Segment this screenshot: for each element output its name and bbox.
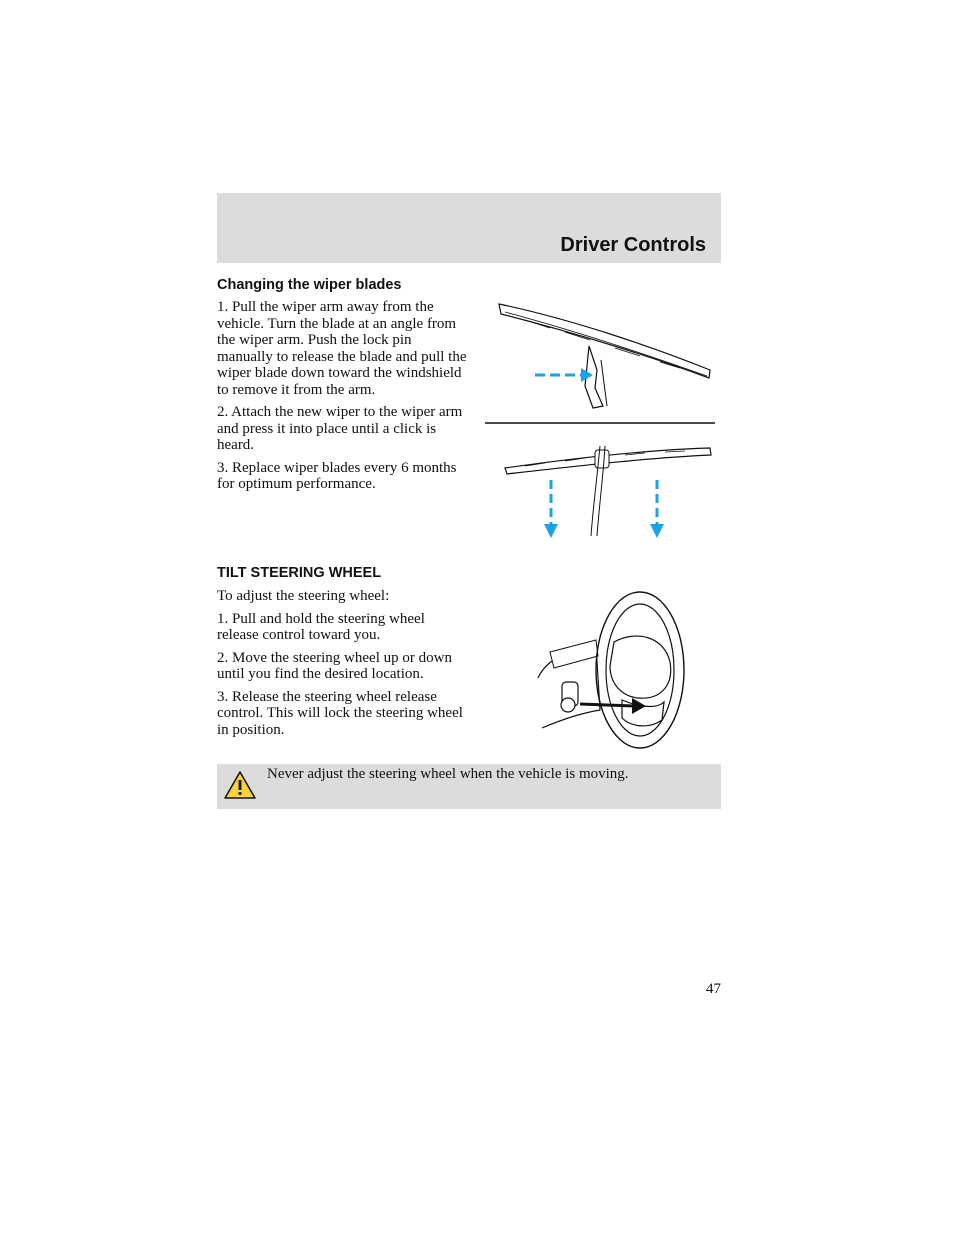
tilt-heading: TILT STEERING WHEEL <box>217 565 382 581</box>
wiper-step-3: 3. Replace wiper blades every 6 months for optimum performance. <box>217 459 457 492</box>
wiper-section <box>217 277 469 499</box>
wiper-step-2: 2. Attach the new wiper to the wiper arm and press it into place until a click is heard. <box>217 404 463 453</box>
header-band <box>217 193 721 263</box>
steering-wheel-illustration <box>536 590 688 756</box>
section-title: Driver Controls <box>560 234 706 256</box>
tilt-step-3: 3. Release the steering wheel release control. This will lock the steering wheel in position. <box>217 688 463 738</box>
tilt-step-2: 2. Move the steering wheel up or down until you find the desired location. <box>217 649 452 682</box>
page-number: 47 <box>706 981 721 997</box>
tilt-step-1: 1. Pull and hold the steering wheel release control toward you. <box>217 610 425 643</box>
warning-box <box>217 764 721 809</box>
warning-text: Never adjust the steering wheel when the vehicle is moving. <box>267 766 629 782</box>
wiper-heading: Changing the wiper blades <box>217 277 402 293</box>
tilt-intro: To adjust the steering wheel: <box>217 588 390 604</box>
wiper-blade-illustration <box>485 298 717 538</box>
wiper-step-1: 1. Pull the wiper arm away from the vehicle. Turn the blade at an angle from the wiper arm. Push the lock pin manually to release the blade and pull the wiper blade down toward the windshield to remove it from the arm. <box>217 299 467 398</box>
tilt-section <box>217 565 467 744</box>
warning-triangle-icon <box>224 770 256 800</box>
